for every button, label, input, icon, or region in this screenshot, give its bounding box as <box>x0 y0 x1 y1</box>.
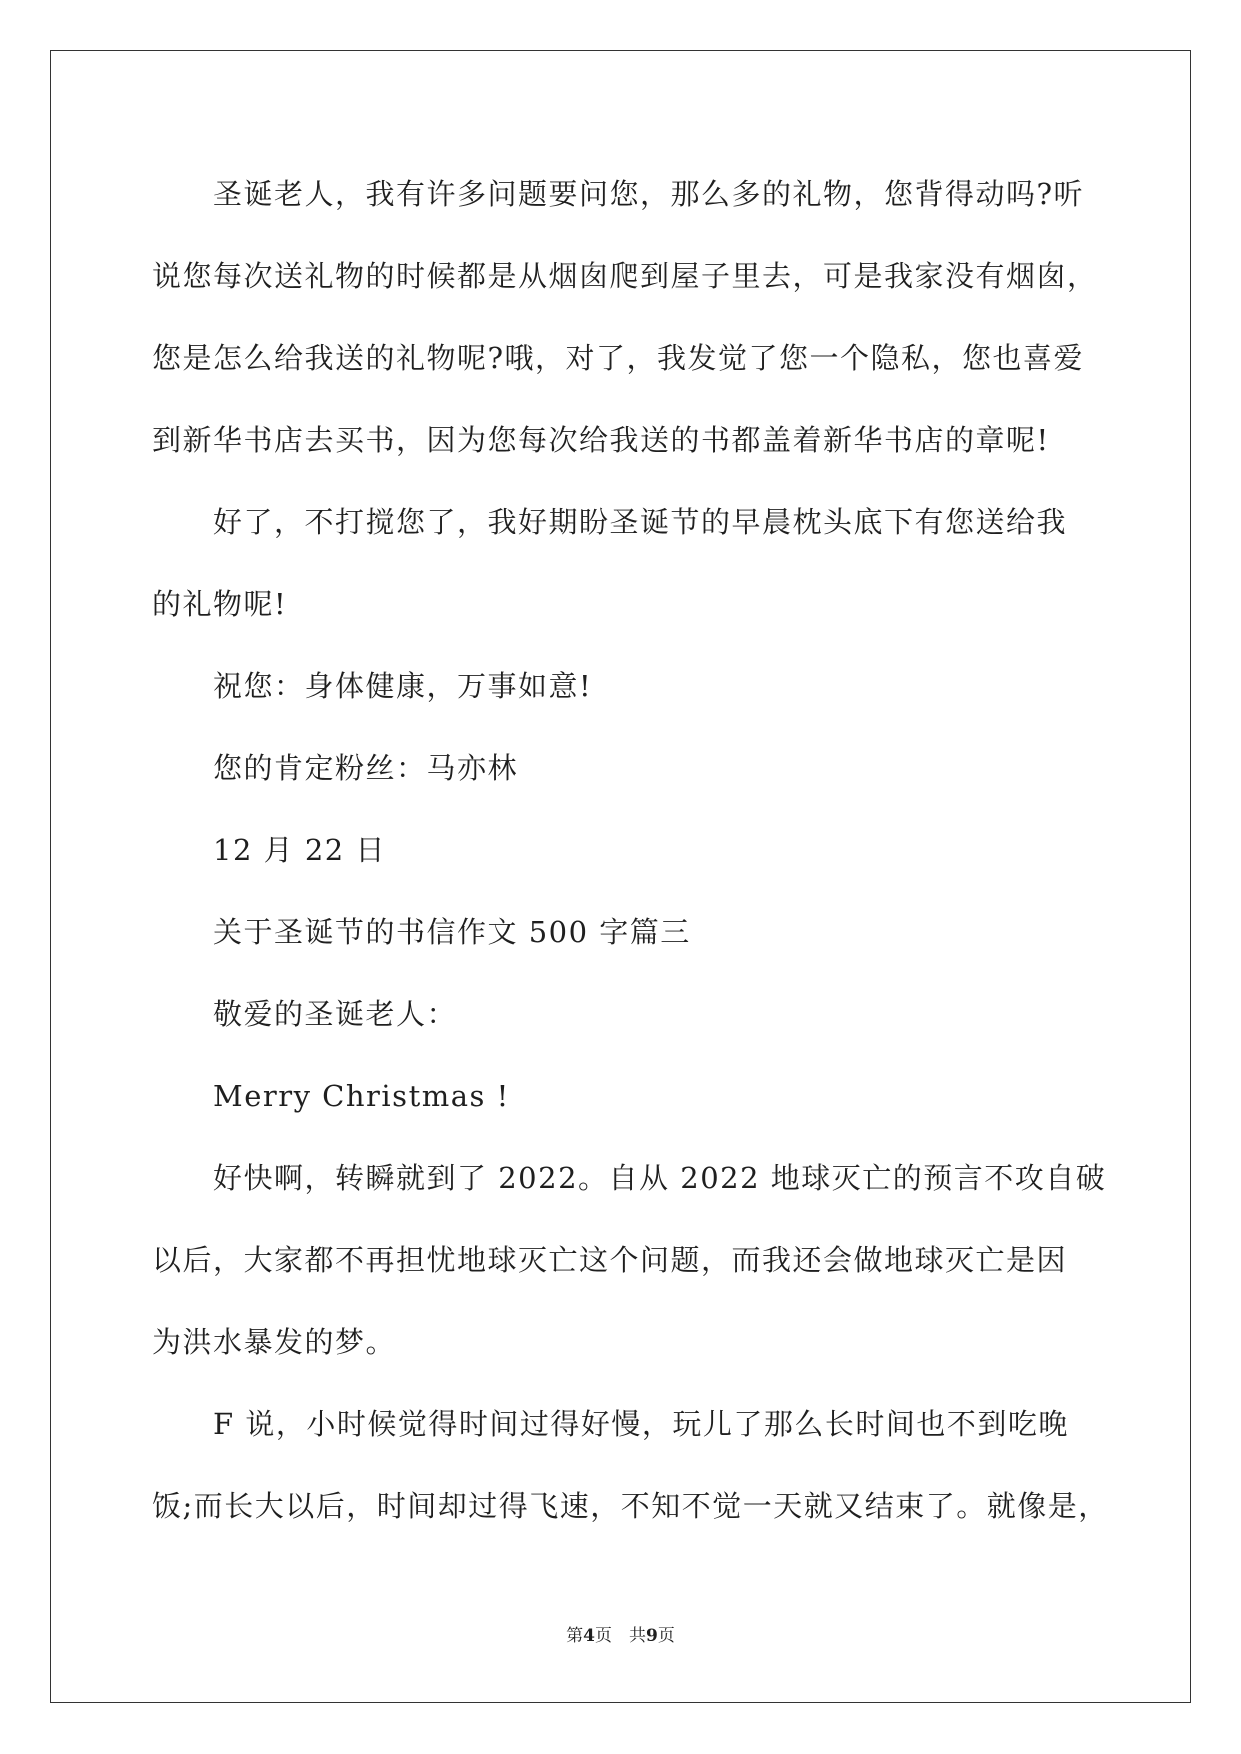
date-line: 12 月 22 日 <box>213 833 386 867</box>
text-line: 的礼物呢! <box>152 587 288 621</box>
text-line: 饭;而长大以后，时间却过得飞速，不知不觉一天就又结束了。就像是， <box>152 1489 1109 1523</box>
text-line: 为洪水暴发的梦。 <box>152 1325 397 1359</box>
text-line: 您是怎么给我送的礼物呢?哦，对了，我发觉了您一个隐私，您也喜爱 <box>152 341 1085 375</box>
text-line: Merry Christmas ! <box>213 1079 510 1113</box>
page-footer <box>0 1625 1241 1647</box>
text-line: 好了，不打搅您了，我好期盼圣诞节的早晨枕头底下有您送给我 <box>213 505 1068 539</box>
text-line: 到新华书店去买书，因为您每次给我送的书都盖着新华书店的章呢! <box>152 423 1050 457</box>
salutation: 敬爱的圣诞老人： <box>213 997 458 1031</box>
text-line: 说您每次送礼物的时候都是从烟囱爬到屋子里去，可是我家没有烟囱， <box>152 259 1098 293</box>
page-border <box>50 50 1191 1703</box>
text-line: 祝您：身体健康，万事如意! <box>213 669 593 703</box>
text-line: F 说，小时候觉得时间过得好慢，玩儿了那么长时间也不到吃晚 <box>213 1407 1069 1441</box>
text-line: 以后，大家都不再担忧地球灭亡这个问题，而我还会做地球灭亡是因 <box>152 1243 1068 1277</box>
total-page-count: 9 <box>646 1626 658 1646</box>
footer-mid: 页 共 <box>595 1626 646 1646</box>
footer-prefix: 第 <box>566 1626 584 1646</box>
current-page-number: 4 <box>583 1626 595 1646</box>
text-line: 您的肯定粉丝：马亦林 <box>213 751 519 785</box>
section-heading: 关于圣诞节的书信作文 500 字篇三 <box>213 915 691 949</box>
footer-suffix: 页 <box>657 1626 675 1646</box>
text-line: 好快啊，转瞬就到了 2022。自从 2022 地球灭亡的预言不攻自破 <box>213 1161 1107 1195</box>
text-line: 圣诞老人，我有许多问题要问您，那么多的礼物，您背得动吗?听 <box>213 177 1085 211</box>
